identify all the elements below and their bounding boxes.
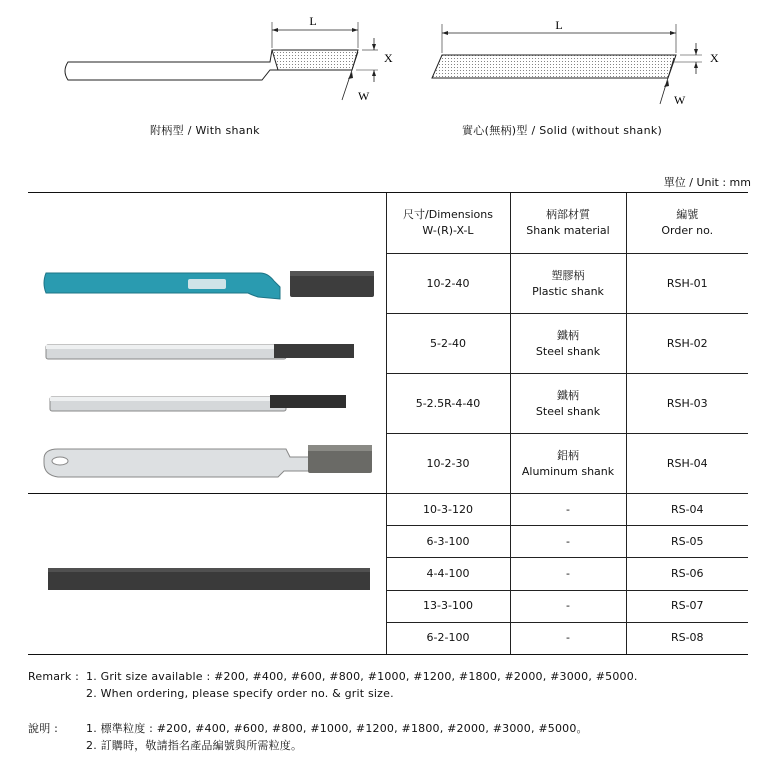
material-cell: - <box>510 590 626 622</box>
dimension-cell: 10-2-30 <box>386 434 510 494</box>
solid-label-W: W <box>674 93 686 107</box>
shank-products-image <box>28 193 386 494</box>
dimension-cell: 10-2-40 <box>386 254 510 314</box>
notes-zh-label: 說明 : <box>28 722 59 735</box>
remarks-block <box>28 670 638 704</box>
material-cell: - <box>510 558 626 590</box>
header-dimensions: 尺寸/Dimensions W-(R)-X-L <box>386 193 510 254</box>
table-row <box>28 494 748 526</box>
order-no-cell: RS-04 <box>626 494 748 526</box>
with-shank-label-L: L <box>309 14 317 28</box>
dimension-cell: 6-3-100 <box>386 526 510 558</box>
order-no-cell: RSH-02 <box>626 314 748 374</box>
table-header-row <box>28 193 748 254</box>
with-shank-caption: 附柄型 / With shank <box>150 124 260 137</box>
dimension-cell: 13-3-100 <box>386 590 510 622</box>
solid-drawing <box>432 18 719 107</box>
notes-zh-block <box>28 720 588 754</box>
material-cell: - <box>510 494 626 526</box>
order-no-cell: RS-08 <box>626 622 748 654</box>
steel-shank-stone-image <box>46 344 354 359</box>
remark-line: 1. Grit size available : #200, #400, #600, #800, #1000, #1200, #1800, #2000, #3000, #5000. <box>86 670 638 683</box>
dimension-cell: 10-3-120 <box>386 494 510 526</box>
material-cell: 鐵柄 Steel shank <box>510 374 626 434</box>
order-no-cell: RSH-04 <box>626 434 748 494</box>
order-no-cell: RS-07 <box>626 590 748 622</box>
solid-stone-image <box>28 494 386 655</box>
material-cell: 鋁柄 Aluminum shank <box>510 434 626 494</box>
unit-label: 單位 / Unit : mm <box>663 176 751 189</box>
with-shank-label-X: X <box>384 51 393 65</box>
order-no-cell: RSH-01 <box>626 254 748 314</box>
with-shank-label-W: W <box>358 89 370 103</box>
remarks-label: Remark : <box>28 670 80 683</box>
with-shank-drawing <box>65 14 393 103</box>
header-shank-material: 柄部材質 Shank material <box>510 193 626 254</box>
note-zh-line: 1. 標準粒度 : #200, #400, #600, #800, #1000, #1200, #1800, #2000, #3000, #5000。 <box>86 722 588 735</box>
order-no-cell: RS-06 <box>626 558 748 590</box>
material-cell: - <box>510 622 626 654</box>
dimension-cell: 6-2-100 <box>386 622 510 654</box>
order-no-cell: RSH-03 <box>626 374 748 434</box>
material-cell: 塑膠柄 Plastic shank <box>510 254 626 314</box>
dimension-cell: 5-2-40 <box>386 314 510 374</box>
note-zh-line: 2. 訂購時，敬請指名產品編號與所需粒度。 <box>86 739 303 752</box>
dimension-cell: 4-4-100 <box>386 558 510 590</box>
steel-shank-round-stone-image <box>50 395 346 411</box>
spec-table <box>28 192 748 655</box>
material-cell: 鐵柄 Steel shank <box>510 314 626 374</box>
solid-label-X: X <box>710 51 719 65</box>
aluminum-shank-stone-image <box>44 445 372 477</box>
plastic-shank-stone-image <box>44 271 374 299</box>
solid-caption: 實心(無柄)型 / Solid (without shank) <box>462 124 663 137</box>
material-cell: - <box>510 526 626 558</box>
remark-line: 2. When ordering, please specify order no. & grit size. <box>86 687 394 700</box>
dimension-cell: 5-2.5R-4-40 <box>386 374 510 434</box>
order-no-cell: RS-05 <box>626 526 748 558</box>
solid-label-L: L <box>555 18 563 32</box>
header-order-no: 編號 Order no. <box>626 193 748 254</box>
